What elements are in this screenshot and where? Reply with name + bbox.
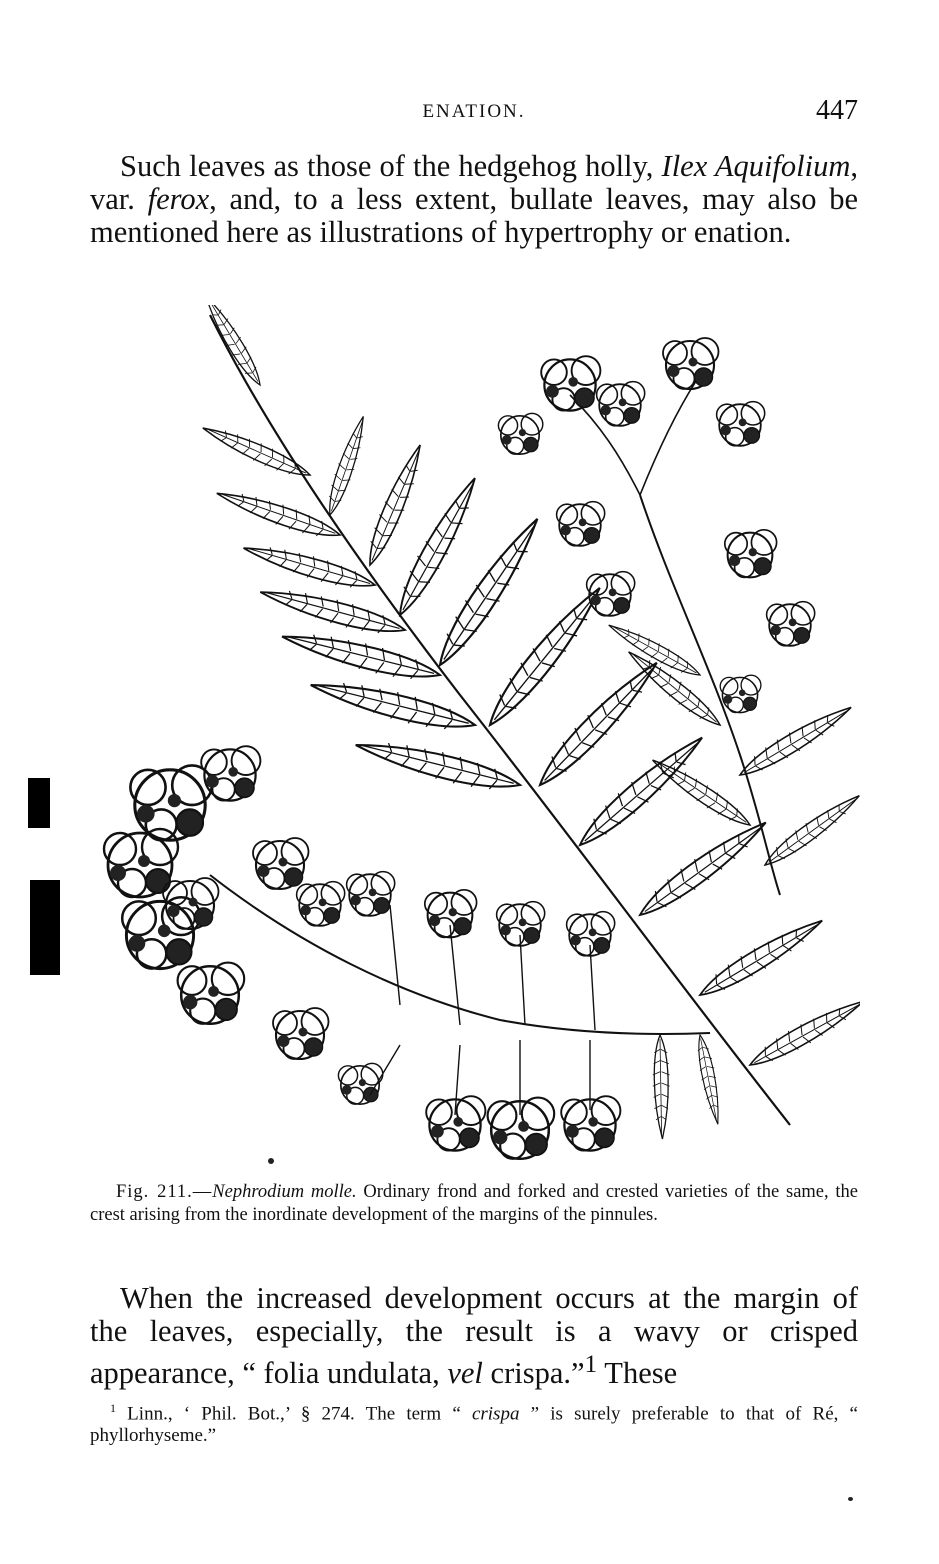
paragraph-hedgehog-holly: Such leaves as those of the hedgehog holly, Ilex Aquifolium, var. ferox, and, to a less extent, bullate leaves, may also be mentioned here as illustrations of hypertrophy or enation. [90, 149, 859, 249]
fern-engraving [100, 305, 860, 1175]
scan-speck [268, 1158, 274, 1164]
crested-frond [104, 746, 724, 1159]
figure-caption: Fig. 211.—Nephrodium molle. Ordinary frond and forked and crested varieties of the same, the crest arising from the inordinate development of the margins of the pinnules. [90, 1182, 859, 1225]
footnote-reference: 1 [584, 1350, 598, 1378]
forked-frond [498, 338, 860, 895]
running-title: ENATION. [422, 101, 526, 122]
scan-speck [848, 1497, 853, 1501]
scan-margin-mark [30, 880, 60, 975]
page-number: 447 [816, 95, 858, 126]
footnote: $^1$ Linn., ‘ Phil. Bot.,’ § 274. The term “ crispa ” is surely preferable to that of Ré, “ phyllorhyseme.” [90, 1401, 858, 1447]
running-head [90, 95, 858, 131]
scan-margin-mark [28, 778, 50, 828]
paragraph-margin-development: When the increased development occurs at the margin of the leaves, especially, the result is a wavy or crisped appearance, “ folia undulata, vel crispa.”$^1$ These [90, 1281, 858, 1391]
fern-illustration [100, 305, 860, 1175]
